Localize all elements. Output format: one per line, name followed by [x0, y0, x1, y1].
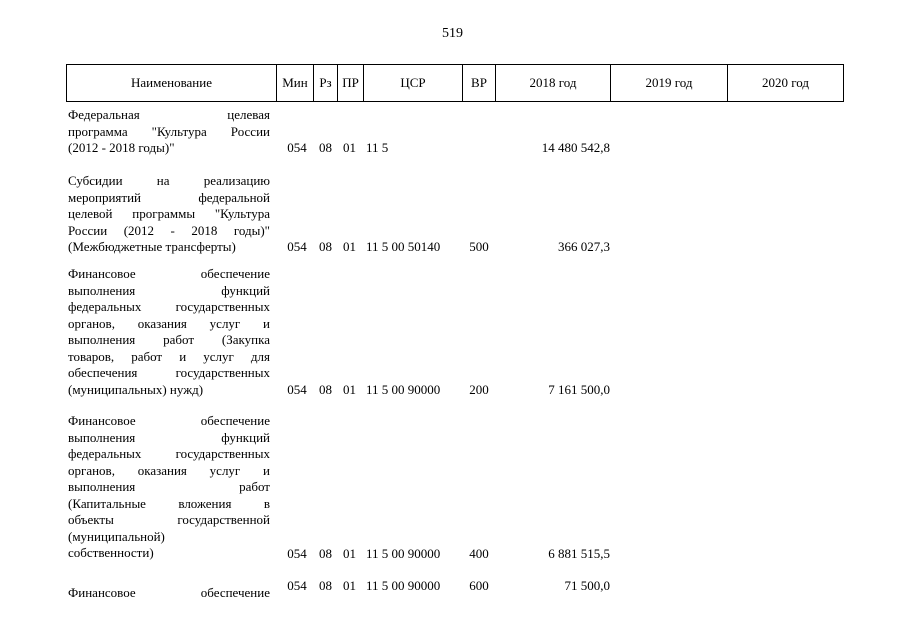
name-line: федеральных государственных: [68, 446, 270, 461]
name-line: (2012 - 2018 годы)": [68, 140, 175, 155]
cell-vr: 400: [469, 546, 489, 561]
cell-pr: 01: [343, 140, 356, 155]
cell-csr: 11 5 00 90000: [366, 578, 441, 593]
name-line: (муниципальных) нужд): [68, 381, 204, 397]
name-line: Финансовое обеспечение: [68, 413, 270, 428]
cell-pr: 01: [343, 382, 356, 397]
cell-pr: 01: [343, 546, 356, 561]
cell-rz: 08: [319, 546, 332, 561]
name-line: мероприятий федеральной: [68, 189, 270, 205]
header-name: Наименование: [67, 65, 277, 102]
row-name: [68, 585, 270, 602]
header-2018: 2018 год: [496, 65, 611, 102]
cell-min: 054: [287, 239, 307, 254]
table-header: [66, 64, 844, 102]
cell-2018: 366 027,3: [558, 239, 610, 254]
table-row: [0, 173, 905, 256]
name-line: товаров, работ и услуг для: [68, 348, 270, 364]
cell-min: 054: [287, 140, 307, 155]
row-name: [68, 107, 270, 157]
header-2019: 2019 год: [611, 65, 728, 102]
cell-csr: 11 5 00 50140: [366, 239, 441, 254]
header-vr: ВР: [463, 65, 496, 102]
name-line: Финансовое обеспечение: [68, 585, 270, 600]
name-line: (Межбюджетные трансферты): [68, 239, 236, 254]
cell-vr: 200: [469, 382, 489, 397]
cell-csr: 11 5 00 90000: [366, 382, 441, 397]
cell-rz: 08: [319, 382, 332, 397]
cell-pr: 01: [343, 239, 356, 254]
name-line: выполнения функций: [68, 429, 270, 445]
cell-vr: 600: [469, 578, 489, 593]
name-line: Субсидии на реализацию: [68, 173, 270, 188]
row-name: [68, 266, 270, 398]
name-line: органов, оказания услуг и: [68, 315, 270, 331]
page-number: 519: [442, 26, 463, 41]
name-line: обеспечения государственных: [68, 365, 270, 380]
table-row: [0, 107, 905, 157]
name-line: выполнения работ: [68, 479, 270, 494]
name-line: Федеральная целевая: [68, 107, 270, 122]
cell-2018: 6 881 515,5: [548, 546, 610, 561]
header-rz: Рз: [314, 65, 338, 102]
cell-rz: 08: [319, 578, 332, 593]
row-name: [68, 413, 270, 562]
cell-2018: 7 161 500,0: [548, 382, 610, 397]
name-line: федеральных государственных: [68, 299, 270, 314]
name-line: собственности): [68, 545, 154, 560]
cell-min: 054: [287, 382, 307, 397]
name-line: целевой программы "Культура: [68, 206, 270, 221]
cell-rz: 08: [319, 140, 332, 155]
name-line: (муниципальной): [68, 528, 165, 544]
cell-vr: 500: [469, 239, 489, 254]
cell-pr: 01: [343, 578, 356, 593]
name-line: органов, оказания услуг и: [68, 462, 270, 478]
name-line: Финансовое обеспечение: [68, 266, 270, 281]
name-line: объекты государственной: [68, 512, 270, 527]
table-row: [0, 266, 905, 399]
table-row: [0, 413, 905, 563]
cell-rz: 08: [319, 239, 332, 254]
name-line: программа "Культура России: [68, 123, 270, 139]
name-line: выполнения функций: [68, 282, 270, 298]
header-pr: ПР: [338, 65, 364, 102]
table-row: [0, 578, 905, 608]
header-csr: ЦСР: [364, 65, 463, 102]
cell-csr: 11 5 00 90000: [366, 546, 441, 561]
cell-min: 054: [287, 546, 307, 561]
row-name: [68, 173, 270, 256]
header-2020: 2020 год: [728, 65, 844, 102]
name-line: (Капитальные вложения в: [68, 495, 270, 511]
header-min: Мин: [277, 65, 314, 102]
cell-min: 054: [287, 578, 307, 593]
cell-2018: 71 500,0: [564, 578, 610, 593]
name-line: России (2012 - 2018 годы)": [68, 222, 270, 238]
cell-2018: 14 480 542,8: [541, 140, 610, 155]
cell-csr: 11 5: [366, 140, 389, 155]
name-line: выполнения работ (Закупка: [68, 332, 270, 347]
